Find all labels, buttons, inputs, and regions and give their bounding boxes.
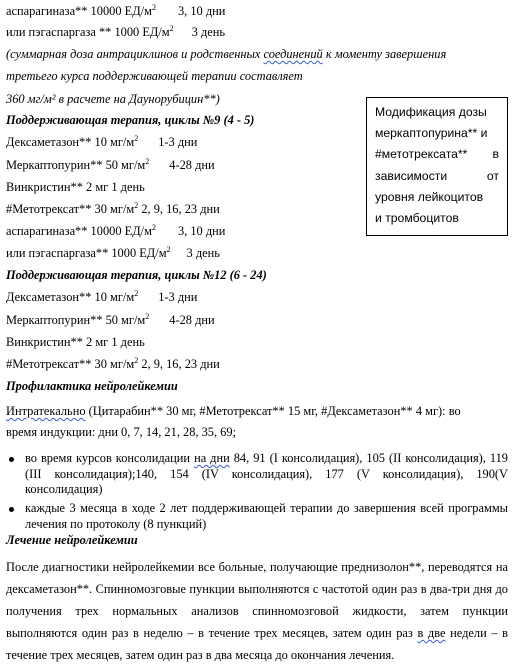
days-text: 3 день [191,25,226,39]
list-item-text [25,451,508,498]
spellcheck-flagged-word: в две [417,626,446,640]
paragraph-neuroleukemia-treatment [6,556,508,666]
dose-text: аспарагиназа** 10000 ЕД/м [6,224,152,238]
superscript: 2 [134,356,139,365]
body-text: время индукции: дни 0, 7, 14, 21, 28, 35, 69; [6,425,237,439]
doc-line-methotrexate-1 [6,201,220,217]
note-text: уровня лейкоцитов [375,189,484,204]
superscript: 2 [134,289,139,298]
spellcheck-flagged-word: Интратекально [6,404,86,418]
days-text: 3 день [186,246,220,260]
doc-line-vincristine-2 [6,334,145,350]
superscript: 2 [145,157,150,166]
note-line [375,208,499,229]
note-text: в [492,147,499,162]
days-text: 3, 10 дни [177,4,226,18]
body-text: недели – в течение трех месяцев, затем один раз в два месяца до окончания лечения. [6,626,508,662]
note-line [375,102,499,123]
heading-neuroleukemia-treatment [6,532,138,548]
doc-line-mercaptopurine-1 [6,157,215,173]
spellcheck-flagged-word: на дни [194,451,230,465]
superscript: 2 [134,201,139,210]
superscript: 2 [145,312,150,321]
dose-text: Меркаптопурин** 50 мг/м [6,158,146,172]
bullet-icon [9,507,14,512]
dose-text: #Метотрексат** 30 мг/м [6,357,135,371]
note-text: Модификация дозы [375,105,487,119]
dose-text: Винкристин** 2 мг 1 день [6,180,145,194]
heading-text: Поддерживающая терапия, циклы №9 (4 - 5) [6,113,255,127]
doc-line-intrathecal-1 [6,403,461,419]
body-text: 84, 91 (I консолидация), 105 (II консолидация), 119 (III консолидация);140, 154 (IV консолидация), 177 (V консолидация), 190(V консолидация) [25,451,508,496]
days-text: 2, 9, 16, 23 дни [138,357,220,371]
superscript: 2 [151,223,156,232]
spellcheck-flagged-word: соединений [263,47,323,61]
superscript: 2 [169,24,174,33]
doc-line-cumulative-dose-2 [6,68,303,84]
note-text: и тромбоцитов [375,211,459,226]
doc-line-asparaginase-2 [6,223,225,239]
italic-text: к моменту завершения [322,47,447,61]
doc-line-dexamethasone-2 [6,289,197,305]
superscript: 2 [134,134,139,143]
list-item-text: каждые 3 месяца в ходе 2 лет поддерживающей терапии до завершения всей программы лечения по протоколу (8 пункций) [25,501,508,531]
dose-text: #Метотрексат** 30 мг/м [6,202,135,216]
heading-text: Профилактика нейролейкемии [6,379,178,393]
superscript: 2 [166,245,171,254]
days-text: 1-3 дни [158,290,198,304]
doc-line-dexamethasone-1 [6,134,197,150]
bullet-icon [9,457,14,462]
dose-text: Дексаметазон** 10 мг/м [6,290,135,304]
doc-line-asparaginase-1 [6,3,225,19]
note-text: меркаптопурина** и [375,126,488,141]
superscript: 2 [151,3,156,12]
days-text: 1-3 дни [158,135,198,149]
note-line [375,166,499,187]
doc-line-mercaptopurine-2 [6,312,215,328]
doc-line-pegaspargase-1 [6,24,225,40]
note-line [375,187,499,208]
dose-modification-note-box [366,97,508,236]
dose-text: Меркаптопурин** 50 мг/м [6,313,146,327]
doc-line-methotrexate-2 [6,356,220,372]
note-text: #метотрексата** [375,147,468,162]
heading-neuroleukemia-prophylaxis [6,378,178,394]
body-text: После диагностики нейролейкемии все больные, получающие преднизолон**, переводятся на дексаметазон**. Спинномозговые пункции выполняются с частотой один раз в два-три дня до получения трех нормальных анализов спинномозговой жидкости, затем пункции выполняются один раз в неделю – в течение трех месяцев, затем один раз [6,560,508,640]
note-line [375,144,499,165]
dose-text: Винкристин** 2 мг 1 день [6,335,145,349]
dose-text: Дексаметазон** 10 мг/м [6,135,135,149]
doc-line-pegaspargase-2 [6,245,220,261]
note-text: от [486,168,499,183]
doc-line-intrathecal-2 [6,424,236,440]
days-text: 4-28 дни [169,158,215,172]
italic-text: 360 мг/м² в расчете на Даунорубицин**) [6,92,220,106]
heading-maintenance-cycle-9 [6,112,254,128]
doc-line-vincristine-1 [6,179,145,195]
body-text: во время курсов консолидации [25,451,195,465]
days-text: 4-28 дни [169,313,215,327]
dose-text: или пэгаспаргаза** 1000 ЕД/м [6,246,167,260]
dose-text: или пэгаспаргаза ** 1000 ЕД/м [6,25,170,39]
heading-maintenance-cycle-12 [6,267,267,283]
italic-text: третьего курса поддерживающей терапии составляет [6,69,303,83]
doc-line-cumulative-dose-3 [6,91,220,107]
italic-text: (суммарная доза антрациклинов и родственных [6,47,264,61]
heading-text: Лечение нейролейкемии [6,533,138,547]
days-text: 3, 10 дни [177,224,226,238]
note-text: зависимости [375,168,448,183]
dose-text: аспарагиназа** 10000 ЕД/м [6,4,152,18]
heading-text: Поддерживающая терапия, циклы №12 (6 - 24) [6,268,267,282]
body-text: (Цитарабин** 30 мг, #Метотрексат** 15 мг, #Дексаметазон** 4 мг): во [85,404,461,418]
doc-line-cumulative-dose-1 [6,46,446,62]
note-line [375,123,499,144]
days-text: 2, 9, 16, 23 дни [138,202,220,216]
